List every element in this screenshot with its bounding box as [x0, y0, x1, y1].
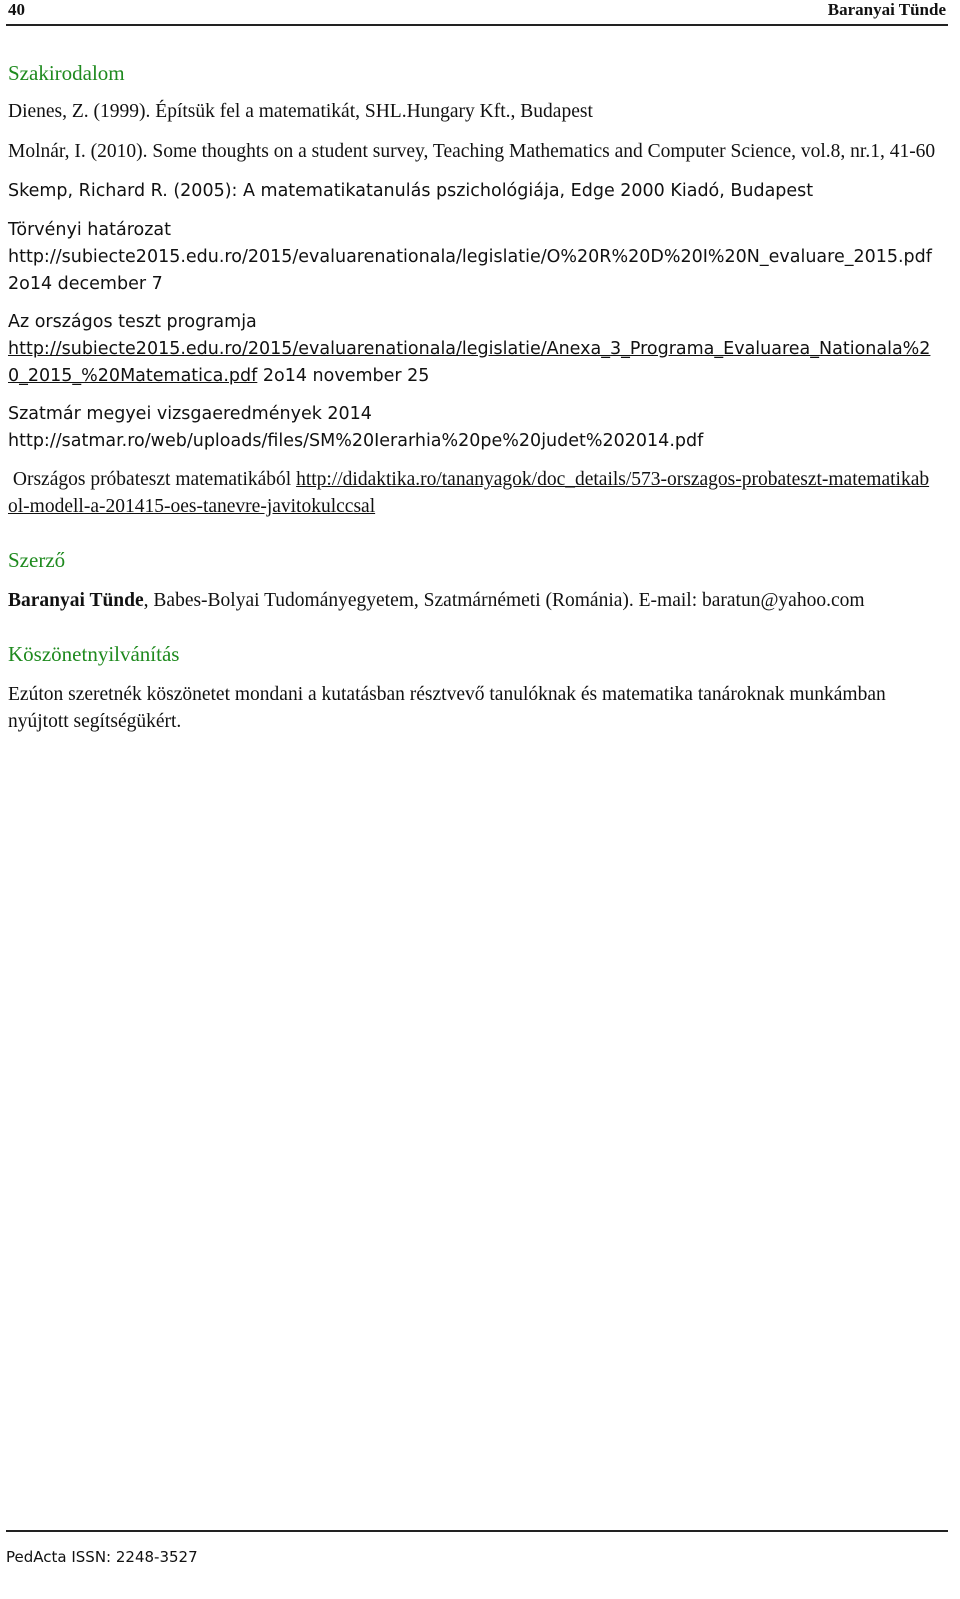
- references-heading: Szakirodalom: [8, 61, 125, 85]
- author-name: Baranyai Tünde: [8, 590, 144, 611]
- acknowledgement-text: Ezúton szeretnék köszönetet mondani a kutatásban résztvevő tanulóknak és matematika tanároknak munkámban nyújtott segítségükért.: [8, 684, 886, 732]
- reference-torvenyi-date: 2o14 december 7: [8, 274, 163, 294]
- reference-probateszt: [8, 466, 938, 520]
- journal-issn: PedActa ISSN: 2248-3527: [6, 1548, 198, 1566]
- reference-szatmar-url[interactable]: http://satmar.ro/web/uploads/files/SM%20Ierarhia%20pe%20judet%202014.pdf: [8, 431, 704, 451]
- acknowledgement-heading: Köszönetnyilvánítás: [8, 642, 180, 666]
- reference-program-url[interactable]: http://subiecte2015.edu.ro/2015/evaluarenationala/legislatie/Anexa_3_Programa_Evaluarea_Nationala%20_2015_%20Matematica.pdf: [8, 339, 931, 386]
- author-heading: Szerző: [8, 548, 66, 572]
- reference-probateszt-title: Országos próbateszt matematikából: [12, 469, 292, 490]
- author-info: [8, 587, 938, 614]
- reference-program-title: Az országos teszt programja: [8, 312, 257, 332]
- reference-molnar: Molnár, I. (2010). Some thoughts on a student survey, Teaching Mathematics and Computer Science, vol.8, nr.1, 41-60: [8, 141, 936, 162]
- reference-program-date: 2o14 november 25: [262, 366, 430, 386]
- reference-program-link-line: [8, 336, 938, 390]
- page-header: [6, 0, 948, 26]
- reference-szatmar: [8, 401, 938, 455]
- reference-torvenyi-url[interactable]: http://subiecte2015.edu.ro/2015/evaluarenationala/legislatie/O%20R%20D%20I%20N_evaluare_2015.pdf: [8, 247, 932, 267]
- page-footer: [6, 1530, 948, 1566]
- page-number: 40: [8, 0, 25, 19]
- reference-szatmar-title: Szatmár megyei vizsgaeredmények 2014: [8, 404, 372, 424]
- reference-torvenyi-title: Törvényi határozat: [8, 220, 171, 240]
- page-content: [8, 58, 938, 735]
- reference-skemp: Skemp, Richard R. (2005): A matematikatanulás pszichológiája, Edge 2000 Kiadó, Budapest: [8, 181, 814, 201]
- running-head-author: Baranyai Tünde: [827, 0, 946, 19]
- author-affiliation: , Babes-Bolyai Tudományegyetem, Szatmárnémeti (Románia). E-mail: baratun@yahoo.com: [143, 590, 865, 611]
- reference-probateszt-url[interactable]: http://didaktika.ro/tananyagok/doc_details/573-orszagos-probateszt-matematikabol-modell-a-201415-oes-tanevre-javitokulccsal: [8, 469, 930, 517]
- reference-torvenyi: [8, 217, 938, 298]
- reference-torvenyi-link-line: [8, 244, 938, 298]
- reference-program: [8, 309, 938, 390]
- reference-dienes: Dienes, Z. (1999). Építsük fel a matematikát, SHL.Hungary Kft., Budapest: [8, 101, 593, 122]
